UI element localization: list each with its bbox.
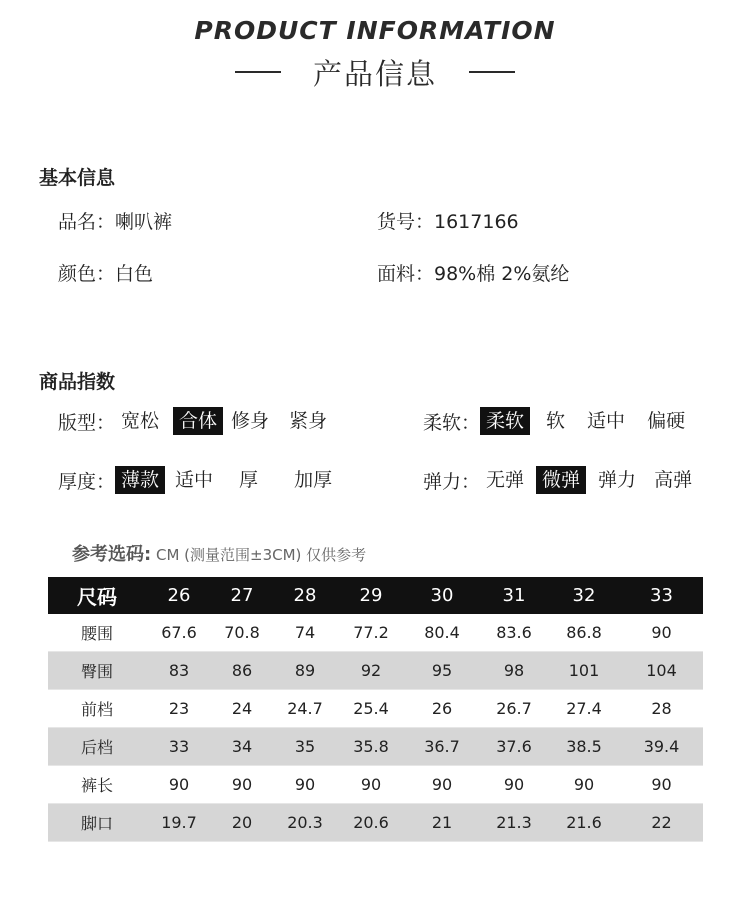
index-option: 适中: [175, 469, 214, 491]
size-table-cell: 26: [404, 690, 480, 728]
title-divider-left: [235, 71, 281, 73]
size-header-cell: 32: [548, 577, 620, 614]
size-row-label: 裤长: [48, 766, 146, 804]
size-header-cell: 28: [272, 577, 338, 614]
index-label: 厚度：: [58, 470, 116, 493]
size-table-cell: 101: [548, 652, 620, 690]
size-table-cell: 90: [548, 766, 620, 804]
size-table-cell: 21: [404, 804, 480, 842]
size-table-cell: 90: [480, 766, 548, 804]
size-table-cell: 20.3: [272, 804, 338, 842]
index-label: 柔软：: [423, 411, 481, 434]
size-table-row: [48, 614, 703, 652]
size-table-cell: 104: [620, 652, 703, 690]
size-header-cell: 33: [620, 577, 703, 614]
index-option-selected: 薄款: [115, 466, 165, 494]
size-table-cell: 21.3: [480, 804, 548, 842]
size-table-cell: 21.6: [548, 804, 620, 842]
title-chinese: 产品信息: [312, 56, 437, 91]
index-option-selected: 微弹: [536, 466, 586, 494]
size-table-header: [48, 577, 703, 614]
size-table-cell: 90: [404, 766, 480, 804]
size-table-cell: 80.4: [404, 614, 480, 652]
size-table-cell: 83.6: [480, 614, 548, 652]
size-header-cell: 26: [146, 577, 212, 614]
size-table-cell: 24: [212, 690, 272, 728]
size-row-label: 前档: [48, 690, 146, 728]
size-table-cell: 34: [212, 728, 272, 766]
index-title: 商品指数: [39, 371, 116, 393]
size-table-cell: 23: [146, 690, 212, 728]
size-table-cell: 36.7: [404, 728, 480, 766]
size-table-cell: 86.8: [548, 614, 620, 652]
size-table-cell: 90: [338, 766, 404, 804]
size-table-row: [48, 728, 703, 766]
size-row-label: 臀围: [48, 652, 146, 690]
index-row-fit: [58, 407, 333, 435]
size-table-cell: 27.4: [548, 690, 620, 728]
size-table-cell: 28: [620, 690, 703, 728]
index-option: 适中: [587, 410, 626, 432]
size-reference-label: 参考选码:: [72, 544, 152, 565]
size-table-cell: 35.8: [338, 728, 404, 766]
size-header-cell: 27: [212, 577, 272, 614]
index-option: 软: [546, 410, 566, 432]
title-chinese-row: [0, 52, 750, 92]
size-table-cell: 86: [212, 652, 272, 690]
size-header-cell: 29: [338, 577, 404, 614]
size-table-cell: 20: [212, 804, 272, 842]
size-table-cell: 90: [272, 766, 338, 804]
size-table-row: [48, 652, 703, 690]
size-table-cell: 33: [146, 728, 212, 766]
size-table-cell: 90: [146, 766, 212, 804]
index-option: 紧身: [289, 410, 328, 432]
index-row-softness: [423, 407, 691, 435]
size-table-cell: 98: [480, 652, 548, 690]
size-reference-text: CM (测量范围±3CM) 仅供参考: [151, 546, 367, 564]
size-table-cell: 20.6: [338, 804, 404, 842]
title-divider-right: [469, 71, 515, 73]
size-table-cell: 83: [146, 652, 212, 690]
size-table-cell: 19.7: [146, 804, 212, 842]
index-option: 偏硬: [647, 410, 686, 432]
size-table-row: [48, 804, 703, 842]
size-table-cell: 90: [620, 766, 703, 804]
size-table-cell: 22: [620, 804, 703, 842]
size-table-cell: 38.5: [548, 728, 620, 766]
size-table-cell: 90: [212, 766, 272, 804]
size-header-cell: 31: [480, 577, 548, 614]
index-option-selected: 柔软: [480, 407, 530, 435]
size-header-cell: 尺码: [48, 577, 146, 614]
index-row-elasticity: [423, 466, 698, 494]
index-option: 宽松: [121, 410, 160, 432]
size-table-cell: 95: [404, 652, 480, 690]
size-table-cell: 25.4: [338, 690, 404, 728]
item-number: 货号：1617166: [377, 211, 519, 233]
size-table-cell: 90: [620, 614, 703, 652]
size-table-cell: 39.4: [620, 728, 703, 766]
size-table-cell: 37.6: [480, 728, 548, 766]
size-table-cell: 26.7: [480, 690, 548, 728]
size-row-label: 腰围: [48, 614, 146, 652]
index-option: 修身: [231, 410, 270, 432]
index-option-selected: 合体: [173, 407, 223, 435]
index-option: 厚: [239, 469, 259, 491]
size-table-cell: 67.6: [146, 614, 212, 652]
index-option: 高弹: [654, 469, 693, 491]
index-row-thickness: [58, 466, 338, 494]
product-color: 颜色：白色: [58, 263, 154, 285]
size-table-cell: 74: [272, 614, 338, 652]
size-table-row: [48, 766, 703, 804]
size-table-cell: 92: [338, 652, 404, 690]
size-table: [48, 577, 703, 842]
size-header-cell: 30: [404, 577, 480, 614]
size-row-label: 脚口: [48, 804, 146, 842]
basic-info-title: 基本信息: [39, 167, 116, 189]
title-english: PRODUCT INFORMATION: [194, 16, 556, 45]
index-label: 版型：: [58, 411, 116, 434]
index-option: 弹力: [598, 469, 637, 491]
size-table-row: [48, 690, 703, 728]
product-fabric: 面料：98%棉 2%氨纶: [377, 263, 570, 285]
index-label: 弹力：: [423, 470, 481, 493]
size-table-cell: 24.7: [272, 690, 338, 728]
size-table-cell: 89: [272, 652, 338, 690]
index-option: 无弹: [486, 469, 525, 491]
size-row-label: 后档: [48, 728, 146, 766]
size-reference-note: [72, 540, 366, 566]
size-table-cell: 77.2: [338, 614, 404, 652]
index-option: 加厚: [294, 469, 333, 491]
size-table-cell: 70.8: [212, 614, 272, 652]
product-name: 品名：喇叭裤: [58, 211, 173, 233]
size-table-cell: 35: [272, 728, 338, 766]
